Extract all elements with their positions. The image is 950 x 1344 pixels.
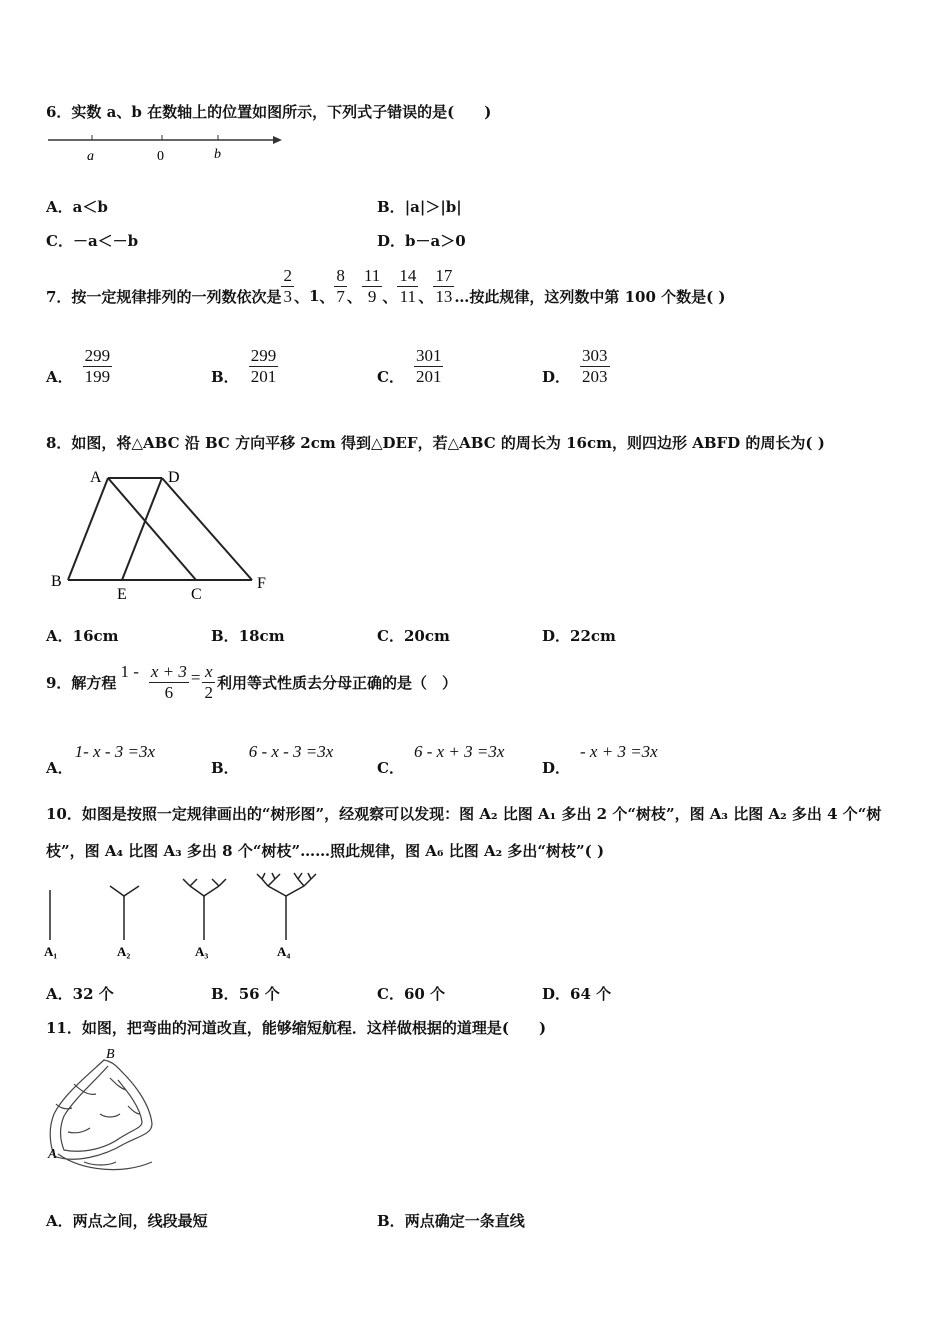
q9-frac-left: $\frac{x + 3}{6}$	[150, 661, 187, 702]
axis-label-b: b	[214, 147, 221, 162]
tree-label-a1: A₁	[44, 944, 58, 959]
q7-option-d[interactable]: D． $\frac{303}{203}$	[542, 346, 608, 386]
q7-option-c[interactable]: C． $\frac{301}{201}$	[377, 346, 442, 386]
point-A: A	[90, 469, 102, 486]
q9-frac-right: $\frac{x}{2}$	[204, 661, 213, 702]
q11-option-a[interactable]: A．两点之间，线段最短	[46, 1212, 208, 1230]
q11-river-map	[44, 1044, 156, 1192]
q6-option-c[interactable]: C．－a＜－b	[46, 232, 139, 250]
q6-option-b[interactable]: B．|a|＞|b|	[377, 198, 462, 216]
q7-option-b[interactable]: B． $\frac{299}{201}$	[211, 346, 277, 386]
tree-label-a3: A₃	[195, 944, 209, 959]
point-F: F	[257, 575, 266, 592]
q6-number-line	[44, 128, 289, 168]
point-D: D	[168, 469, 180, 486]
q7-seq-1: $\frac{2}{3}$	[283, 265, 292, 306]
q8-stem: 8．如图，将△ABC 沿 BC 方向平移 2cm 得到△DEF，若△ABC 的周长为 16cm，则四边形 ABFD 的周长为( )	[46, 434, 825, 452]
q8-option-b[interactable]: B．18cm	[211, 627, 285, 645]
axis-label-0: 0	[157, 149, 164, 164]
map-label-a: A	[48, 1147, 57, 1162]
q9-stem: 9．解方程 1 - $\frac{x + 3}{6}$ = $\frac{x}{2}$ 利用等式性质去分母正确的是（ ）	[46, 661, 457, 702]
q10-option-b[interactable]: B．56 个	[211, 985, 280, 1003]
map-label-b: B	[106, 1047, 115, 1062]
q11-stem: 11．如图，把弯曲的河道改直，能够缩短航程．这样做根据的道理是( )	[46, 1019, 547, 1037]
q7-option-a[interactable]: A． $\frac{299}{199}$	[46, 346, 111, 386]
q6-option-d[interactable]: D．b－a＞0	[377, 232, 466, 250]
point-B: B	[51, 573, 62, 590]
q7-seq-4: $\frac{11}{9}$	[363, 265, 381, 306]
point-C: C	[191, 586, 202, 603]
q10-option-d[interactable]: D．64 个	[542, 985, 612, 1003]
q10-option-c[interactable]: C．60 个	[377, 985, 446, 1003]
tree-label-a2: A₂	[117, 944, 131, 959]
q7-seq-6: $\frac{17}{13}$	[435, 265, 453, 306]
q11-option-b[interactable]: B．两点确定一条直线	[377, 1212, 525, 1230]
point-E: E	[117, 586, 127, 603]
q8-figure	[46, 462, 276, 607]
q8-option-a[interactable]: A．16cm	[46, 627, 119, 645]
q10-stem-line1: 10．如图是按照一定规律画出的“树形图”，经观察可以发现：图 A₂ 比图 A₁ 多出 2 个“树枝”，图 A₃ 比图 A₂ 多出 4 个“树	[46, 805, 882, 823]
q8-option-d[interactable]: D．22cm	[542, 627, 616, 645]
axis-label-a: a	[87, 149, 94, 164]
tree-label-a4: A₄	[277, 944, 291, 959]
q7-seq-5: $\frac{14}{11}$	[399, 265, 417, 306]
q9-option-a[interactable]: A．1- x - 3 =3x	[46, 742, 156, 777]
q10-stem-line2: 枝”，图 A₄ 比图 A₃ 多出 8 个“树枝”……照此规律，图 A₆ 比图 A₂ 多出“树枝”( )	[46, 842, 605, 860]
q7-seq-3: $\frac{8}{7}$	[336, 265, 345, 306]
q9-option-d[interactable]: D．- x + 3 =3x	[542, 742, 658, 777]
q9-option-b[interactable]: B．6 - x - 3 =3x	[211, 742, 334, 777]
q9-option-c[interactable]: C．6 - x + 3 =3x	[377, 742, 505, 777]
q8-option-c[interactable]: C．20cm	[377, 627, 450, 645]
q7-stem: 7．按一定规律排列的一列数依次是 $\frac{2}{3}$ 、 1 、 $\frac{8}{7}$ 、 $\frac{11}{9}$ 、 $\frac{14}{11}$ 、 $\frac{17}{13}$ …按此规律，这列数中第 100 个数是( )	[46, 265, 726, 306]
q10-tree-figures	[40, 870, 330, 962]
q6-option-a[interactable]: A．a＜b	[46, 198, 108, 216]
q6-stem: 6．实数 a、b 在数轴上的位置如图所示，下列式子错误的是( )	[46, 103, 492, 121]
q10-option-a[interactable]: A．32 个	[46, 985, 114, 1003]
